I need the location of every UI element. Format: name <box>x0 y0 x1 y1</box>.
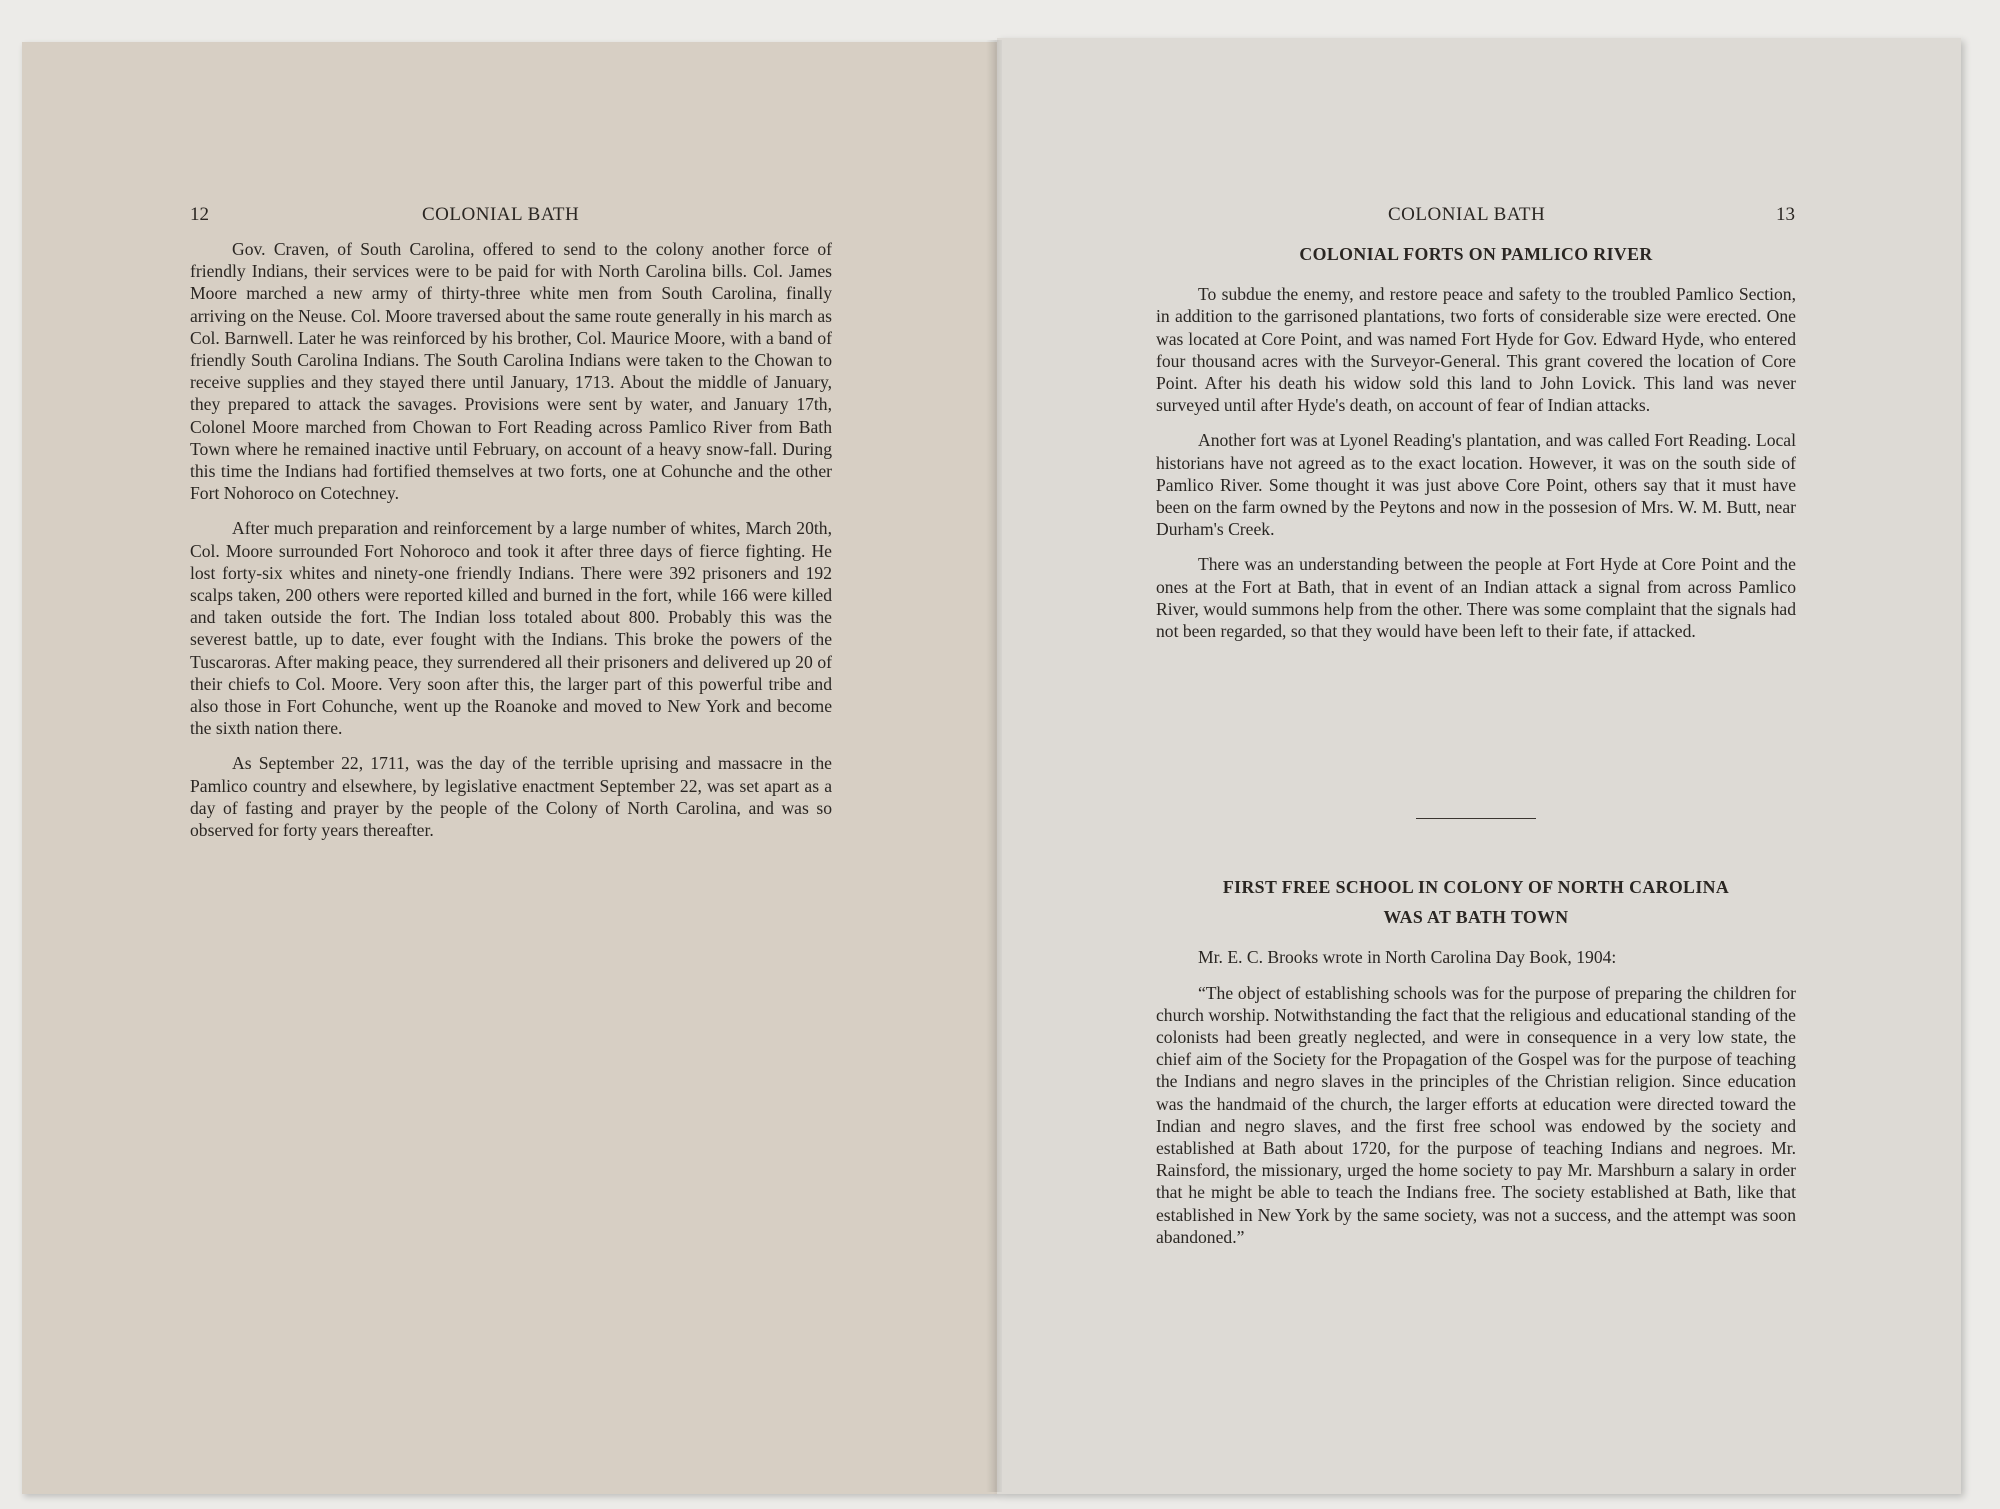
right-paragraph: There was an understanding between the people at Fort Hyde at Core Point and the ones at the Fort at Bath, that in event of an Indian attack a signal from across Pamlico River, would summons help from the other. There was some complaint that the signals had not been regarded, so that they would have been left to their fate, if attacked. <box>1156 554 1796 642</box>
right-paragraph: “The object of establishing schools was for the purpose of preparing the children for church worship. Notwithstanding the fact that the religious and educational standing of the colonists had been greatly neglected, and were in consequence in a very low state, the chief aim of the Society for the Propagation of the Gospel was for the purpose of teaching the Indians and negro slaves in the principles of the Christian religion. Since education was the handmaid of the church, the larger efforts at education were directed toward the Indian and negro slaves, and the first free school was endowed by the society and established at Bath about 1720, for the purpose of teaching Indians and negroes. Mr. Rainsford, the missionary, urged the home society to pay Mr. Marshburn a salary in order that he might be able to teach the Indians free. The society established at Bath, like that established in New York by the same society, was not a success, and the attempt was soon abandoned.” <box>1156 982 1796 1247</box>
left-text-column <box>190 238 832 854</box>
section-heading-forts: COLONIAL FORTS ON PAMLICO RIVER <box>1299 244 1653 264</box>
section-heading-school-line2: WAS AT BATH TOWN <box>1383 907 1569 928</box>
left-page-number: 12 <box>190 204 209 225</box>
left-paragraph: After much preparation and reinforcement by a large number of whites, March 20th, Col. Moore surrounded Fort Nohoroco and took it after three days of fierce fighting. He lost forty-six whites and ninety-one friendly Indians. There were 392 prisoners and 192 scalps taken, 200 others were reported killed and burned in the fort, while 166 were killed and taken outside the fort. The Indian loss totaled about 800. Probably this was the severest battle, up to date, ever fought with the Indians. This broke the powers of the Tuscaroras. After making peace, they surrendered all their prisoners and delivered up 20 of their chiefs to Col. Moore. Very soon after this, the larger part of this powerful tribe and also those in Fort Cohunche, went up the Roanoke and moved to New York and become the sixth nation there. <box>190 518 832 739</box>
left-paragraph: As September 22, 1711, was the day of the terrible uprising and massacre in the Pamlico country and elsewhere, by legislative enactment September 22, was set apart as a day of fasting and prayer by the people of the Colony of North Carolina, and was so observed for forty years thereafter. <box>190 753 832 841</box>
right-section-forts <box>1156 243 1796 655</box>
section-divider-rule <box>1416 818 1536 819</box>
section-heading-school-line1: FIRST FREE SCHOOL IN COLONY OF NORTH CAROLINA <box>1222 877 1730 897</box>
left-running-head: COLONIAL BATH <box>422 204 580 225</box>
right-section-school <box>1156 876 1796 1261</box>
right-paragraph: Another fort was at Lyonel Reading's plantation, and was called Fort Reading. Local historians have not agreed as to the exact location. However, it was on the south side of Pamlico River. Some thought it was just above Core Point, others say that it must have been on the farm owned by the Peytons and now in the possesion of Mrs. W. M. Butt, near Durham's Creek. <box>1156 430 1796 540</box>
book-gutter <box>986 40 1002 1492</box>
right-running-head: COLONIAL BATH <box>1388 204 1546 225</box>
right-page-number: 13 <box>1776 204 1795 225</box>
right-paragraph: To subdue the enemy, and restore peace and safety to the troubled Pamlico Section, in addition to the garrisoned plantations, two forts of considerable size were erected. One was located at Core Point, and was named Fort Hyde for Gov. Edward Hyde, who entered four thousand acres with the Surveyor-General. This grant covered the location of Core Point. After his death his widow sold this land to John Lovick. This land was never surveyed until after Hyde's death, on account of fear of Indian attacks. <box>1156 284 1796 416</box>
left-paragraph: Gov. Craven, of South Carolina, offered to send to the colony another force of friendly Indians, their services were to be paid for with North Carolina bills. Col. James Moore marched a new army of thirty-three white men from South Carolina, finally arriving on the Neuse. Col. Moore traversed about the same route generally in his march as Col. Barnwell. Later he was reinforced by his brother, Col. Maurice Moore, with a band of friendly South Carolina Indians. The South Carolina Indians were taken to the Chowan to receive supplies and they stayed there until January, 1713. About the middle of January, they prepared to attack the savages. Provisions were sent by water, and January 17th, Colonel Moore marched from Chowan to Fort Reading across Pamlico River from Bath Town where he remained inactive until February, on account of a heavy snow-fall. During this time the Indians had fortified themselves at two forts, one at Cohunche and the other Fort Nohoroco on Cotechney. <box>190 239 832 504</box>
right-paragraph: Mr. E. C. Brooks wrote in North Carolina Day Book, 1904: <box>1198 947 1617 968</box>
